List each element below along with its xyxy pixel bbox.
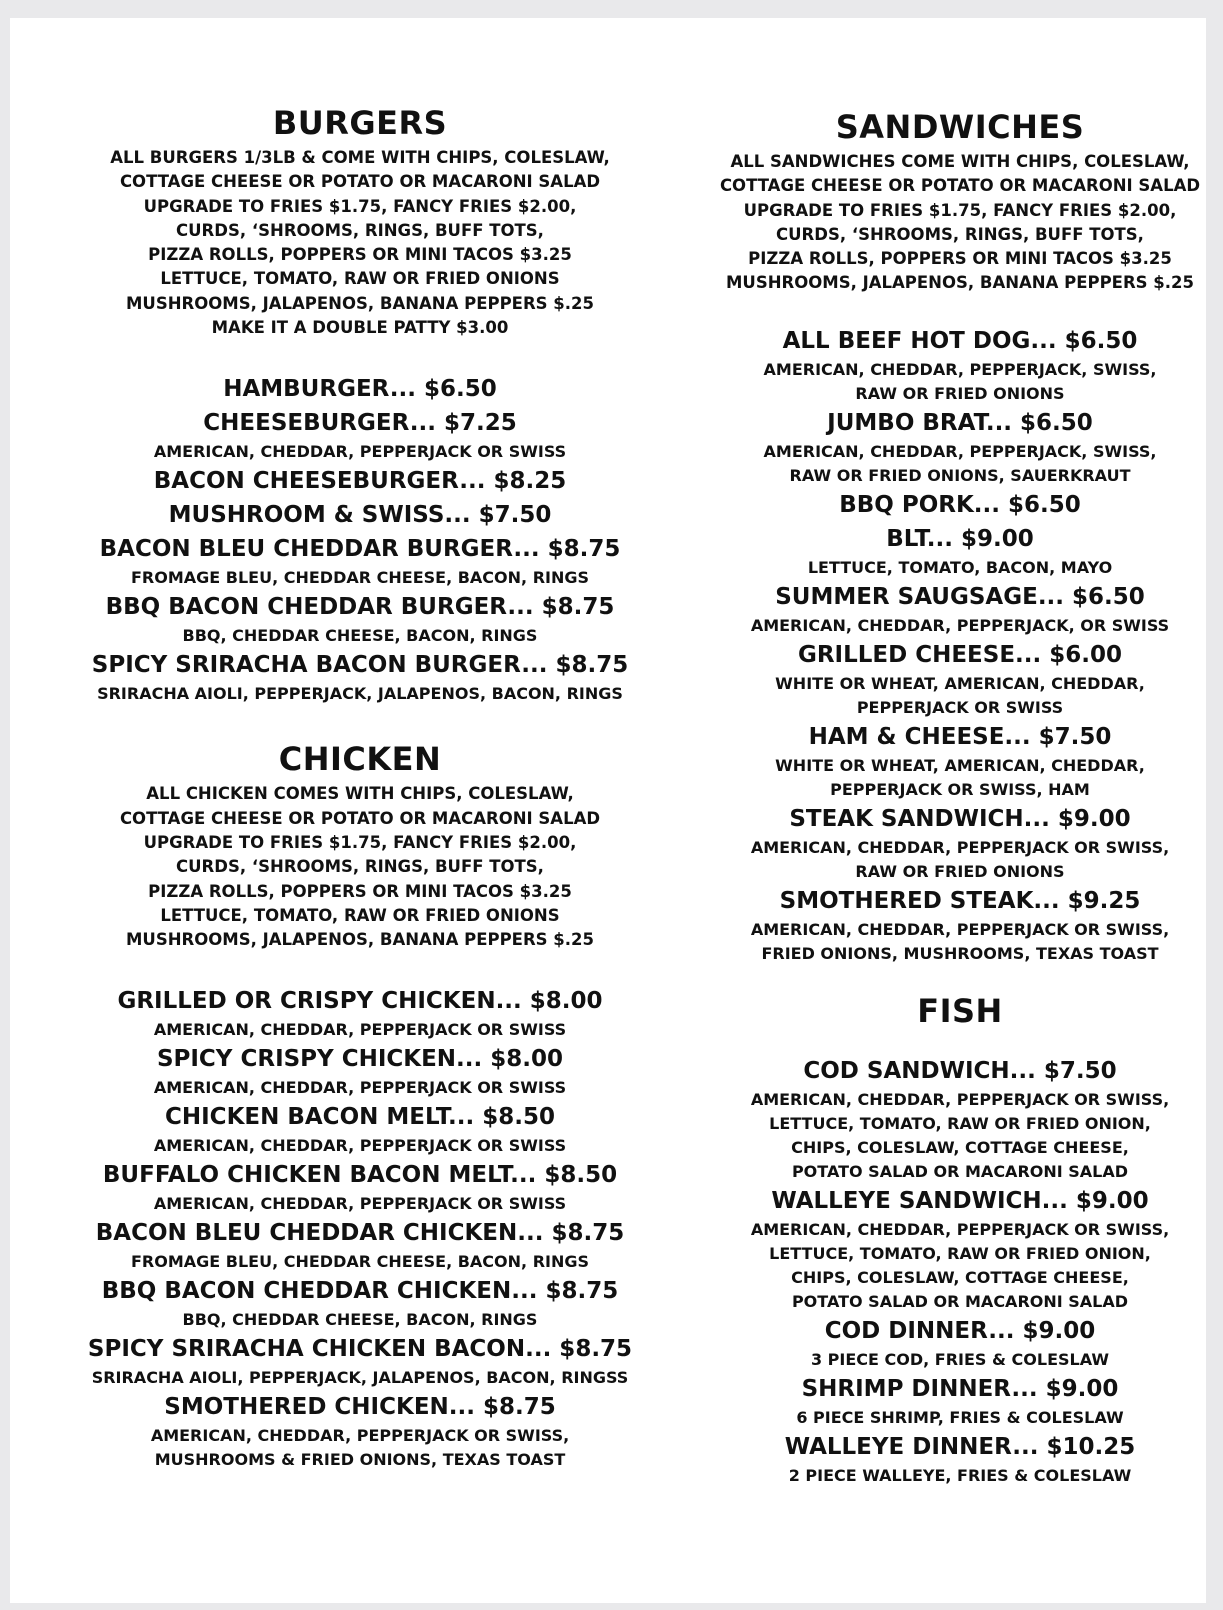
menu-item [710,638,1210,720]
intro-line: UPGRADE TO FRIES $1.75, FANCY FRIES $2.00, [143,196,577,216]
section-title: BURGERS [272,104,448,142]
menu-item [80,1216,640,1274]
item-description: AMERICAN, CHEDDAR, PEPPERJACK OR SWISS [153,1020,567,1040]
menu-item [80,498,640,532]
intro-line: ALL BURGERS 1/3LB & COME WITH CHIPS, COLESLAW, [110,148,610,167]
menu-item [80,1158,640,1216]
menu-item [710,1372,1210,1430]
intro-line: COTTAGE CHEESE OR POTATO OR MACARONI SALAD [119,808,601,828]
item-description: WHITE OR WHEAT, AMERICAN, CHEDDAR, [775,673,1145,693]
item-description: FROMAGE BLEU, CHEDDAR CHEESE, BACON, RINGS [130,568,590,588]
menu-item [710,1184,1210,1314]
intro-line: PIZZA ROLLS, POPPERS OR MINI TACOS $3.25 [148,245,572,265]
menu-item [710,406,1210,488]
menu-item [80,590,640,648]
item-description: SRIRACHA AIOLI, PEPPERJACK, JALAPENOS, BACON, RINGSS [91,1368,629,1388]
section-intro [710,150,1210,296]
item-description: BBQ, CHEDDAR CHEESE, BACON, RINGS [182,626,538,646]
menu-item [710,802,1210,884]
item-description: SRIRACHA AIOLI, PEPPERJACK, JALAPENOS, BACON, RINGS [97,684,623,704]
menu-item [710,580,1210,638]
item-description: AMERICAN, CHEDDAR, PEPPERJACK, SWISS, [763,359,1157,379]
item-name-price: SMOTHERED STEAK... $9.25 [779,887,1141,914]
item-name-price: SUMMER SAUGSAGE... $6.50 [775,583,1145,610]
intro-line: COTTAGE CHEESE OR POTATO OR MACARONI SALAD [719,176,1201,196]
menu-item [710,720,1210,802]
intro-line: LETTUCE, TOMATO, RAW OR FRIED ONIONS [160,269,560,289]
item-description: 2 PIECE WALLEYE, FRIES & COLESLAW [788,1465,1132,1485]
menu-item [710,1430,1210,1488]
item-name-price: HAM & CHEESE... $7.50 [808,723,1112,750]
intro-line: UPGRADE TO FRIES $1.75, FANCY FRIES $2.00, [143,832,577,852]
fish-section [710,966,1210,1488]
burgers-section [80,18,640,706]
item-name-price: JUMBO BRAT... $6.50 [827,409,1093,436]
item-name-price: SPICY SRIRACHA BACON BURGER... $8.75 [91,652,629,679]
item-description: CHIPS, COLESLAW, COTTAGE CHEESE, [791,1137,1129,1157]
sandwiches-section [710,18,1210,966]
section-title: CHICKEN [278,740,442,779]
item-description: AMERICAN, CHEDDAR, PEPPERJACK OR SWISS [153,1078,567,1098]
chicken-section [80,706,640,1472]
item-name-price: BBQ BACON CHEDDAR BURGER... $8.75 [105,594,615,621]
section-title: SANDWICHES [835,108,1085,146]
menu-item [80,406,640,464]
item-description: AMERICAN, CHEDDAR, PEPPERJACK OR SWISS, [750,837,1170,857]
item-name-price: SPICY SRIRACHA CHICKEN BACON... $8.75 [87,1336,633,1363]
item-description: 6 PIECE SHRIMP, FRIES & COLESLAW [796,1407,1124,1427]
item-description: PEPPERJACK OR SWISS, HAM [830,779,1090,799]
item-name-price: SHRIMP DINNER... $9.00 [801,1375,1119,1402]
item-name-price: MUSHROOM & SWISS... $7.50 [168,502,552,529]
item-description: AMERICAN, CHEDDAR, PEPPERJACK OR SWISS [153,1136,567,1156]
item-name-price: COD SANDWICH... $7.50 [803,1057,1117,1084]
item-name-price: BUFFALO CHICKEN BACON MELT... $8.50 [102,1162,618,1189]
menu-item [710,522,1210,580]
item-description: AMERICAN, CHEDDAR, PEPPERJACK OR SWISS [153,1194,567,1214]
item-name-price: CHICKEN BACON MELT... $8.50 [165,1104,555,1131]
intro-line: COTTAGE CHEESE OR POTATO OR MACARONI SALAD [119,172,601,192]
item-description: BBQ, CHEDDAR CHEESE, BACON, RINGS [182,1310,538,1330]
item-description: RAW OR FRIED ONIONS [855,861,1065,881]
item-name-price: GRILLED OR CRISPY CHICKEN... $8.00 [117,988,603,1015]
item-name-price: BACON CHEESEBURGER... $8.25 [153,468,567,495]
item-description: 3 PIECE COD, FRIES & COLESLAW [810,1349,1110,1369]
item-name-price: WALLEYE DINNER... $10.25 [784,1433,1136,1460]
intro-line: UPGRADE TO FRIES $1.75, FANCY FRIES $2.00, [743,200,1177,220]
item-name-price: COD DINNER... $9.00 [824,1317,1096,1344]
menu-item [80,532,640,590]
item-description: AMERICAN, CHEDDAR, PEPPERJACK OR SWISS, [750,1089,1170,1109]
item-description: MUSHROOMS & FRIED ONIONS, TEXAS TOAST [154,1450,566,1470]
menu-item [80,1042,640,1100]
item-name-price: CHEESEBURGER... $7.25 [203,410,517,437]
item-description: LETTUCE, TOMATO, RAW OR FRIED ONION, [769,1243,1151,1263]
menu-item [80,372,640,406]
item-description: POTATO SALAD OR MACARONI SALAD [791,1291,1129,1311]
intro-line: ALL CHICKEN COMES WITH CHIPS, COLESLAW, [146,784,574,804]
intro-line: ALL SANDWICHES COME WITH CHIPS, COLESLAW, [730,152,1190,171]
menu-item [80,1100,640,1158]
item-name-price: SPICY CRISPY CHICKEN... $8.00 [156,1046,564,1073]
item-description: POTATO SALAD OR MACARONI SALAD [791,1161,1129,1181]
intro-line: PIZZA ROLLS, POPPERS OR MINI TACOS $3.25 [148,881,572,901]
item-description: WHITE OR WHEAT, AMERICAN, CHEDDAR, [775,755,1145,775]
item-description: RAW OR FRIED ONIONS [855,383,1065,403]
item-name-price: ALL BEEF HOT DOG... $6.50 [782,327,1138,354]
section-title: FISH [917,991,1003,1030]
item-name-price: STEAK SANDWICH... $9.00 [789,805,1131,832]
intro-line: MAKE IT A DOUBLE PATTY $3.00 [211,318,509,338]
intro-line: CURDS, ‘SHROOMS, RINGS, BUFF TOTS, [776,224,1144,244]
menu-column-left [80,18,640,1472]
item-name-price: BLT... $9.00 [886,525,1034,552]
menu-items [80,372,640,706]
menu-item [80,648,640,706]
intro-line: MUSHROOMS, JALAPENOS, BANANA PEPPERS $.25 [126,930,594,950]
item-description: AMERICAN, CHEDDAR, PEPPERJACK OR SWISS, [750,1219,1170,1239]
item-description: AMERICAN, CHEDDAR, PEPPERJACK, OR SWISS [750,615,1170,635]
intro-line: CURDS, ‘SHROOMS, RINGS, BUFF TOTS, [176,857,544,877]
menu-item [80,464,640,498]
section-intro [80,782,640,952]
menu-item [710,324,1210,406]
intro-line: MUSHROOMS, JALAPENOS, BANANA PEPPERS $.25 [126,293,594,313]
menu-page [10,18,1206,1603]
item-description: PEPPERJACK OR SWISS [856,697,1064,717]
item-description: AMERICAN, CHEDDAR, PEPPERJACK OR SWISS, [150,1426,570,1446]
menu-item [710,488,1210,522]
intro-line: PIZZA ROLLS, POPPERS OR MINI TACOS $3.25 [748,249,1172,269]
section-intro [80,146,640,340]
item-name-price: WALLEYE SANDWICH... $9.00 [771,1187,1149,1214]
item-name-price: BBQ BACON CHEDDAR CHICKEN... $8.75 [101,1278,619,1305]
menu-item [80,1332,640,1390]
item-description: AMERICAN, CHEDDAR, PEPPERJACK OR SWISS, [750,919,1170,939]
menu-item [710,1314,1210,1372]
item-name-price: BACON BLEU CHEDDAR BURGER... $8.75 [99,536,621,563]
item-description: FRIED ONIONS, MUSHROOMS, TEXAS TOAST [761,943,1159,963]
item-description: FROMAGE BLEU, CHEDDAR CHEESE, BACON, RINGS [130,1252,590,1272]
menu-item [710,1054,1210,1184]
menu-item [710,884,1210,966]
menu-items [710,324,1210,966]
menu-item [80,1274,640,1332]
item-description: AMERICAN, CHEDDAR, PEPPERJACK OR SWISS [153,442,567,462]
item-name-price: SMOTHERED CHICKEN... $8.75 [164,1394,556,1421]
item-description: AMERICAN, CHEDDAR, PEPPERJACK, SWISS, [763,441,1157,461]
item-name-price: BBQ PORK... $6.50 [839,491,1081,518]
menu-item [80,1390,640,1472]
menu-column-right [710,18,1210,1488]
item-name-price: GRILLED CHEESE... $6.00 [797,641,1123,668]
item-description: CHIPS, COLESLAW, COTTAGE CHEESE, [791,1267,1129,1287]
item-description: LETTUCE, TOMATO, BACON, MAYO [807,557,1113,577]
item-description: RAW OR FRIED ONIONS, SAUERKRAUT [789,465,1131,485]
menu-items [80,984,640,1472]
intro-line: LETTUCE, TOMATO, RAW OR FRIED ONIONS [160,905,560,925]
item-name-price: BACON BLEU CHEDDAR CHICKEN... $8.75 [95,1220,625,1247]
menu-items [710,1054,1210,1488]
intro-line: MUSHROOMS, JALAPENOS, BANANA PEPPERS $.25 [726,273,1194,293]
item-description: LETTUCE, TOMATO, RAW OR FRIED ONION, [769,1113,1151,1133]
menu-item [80,984,640,1042]
intro-line: CURDS, ‘SHROOMS, RINGS, BUFF TOTS, [176,220,544,240]
item-name-price: HAMBURGER... $6.50 [223,376,497,403]
